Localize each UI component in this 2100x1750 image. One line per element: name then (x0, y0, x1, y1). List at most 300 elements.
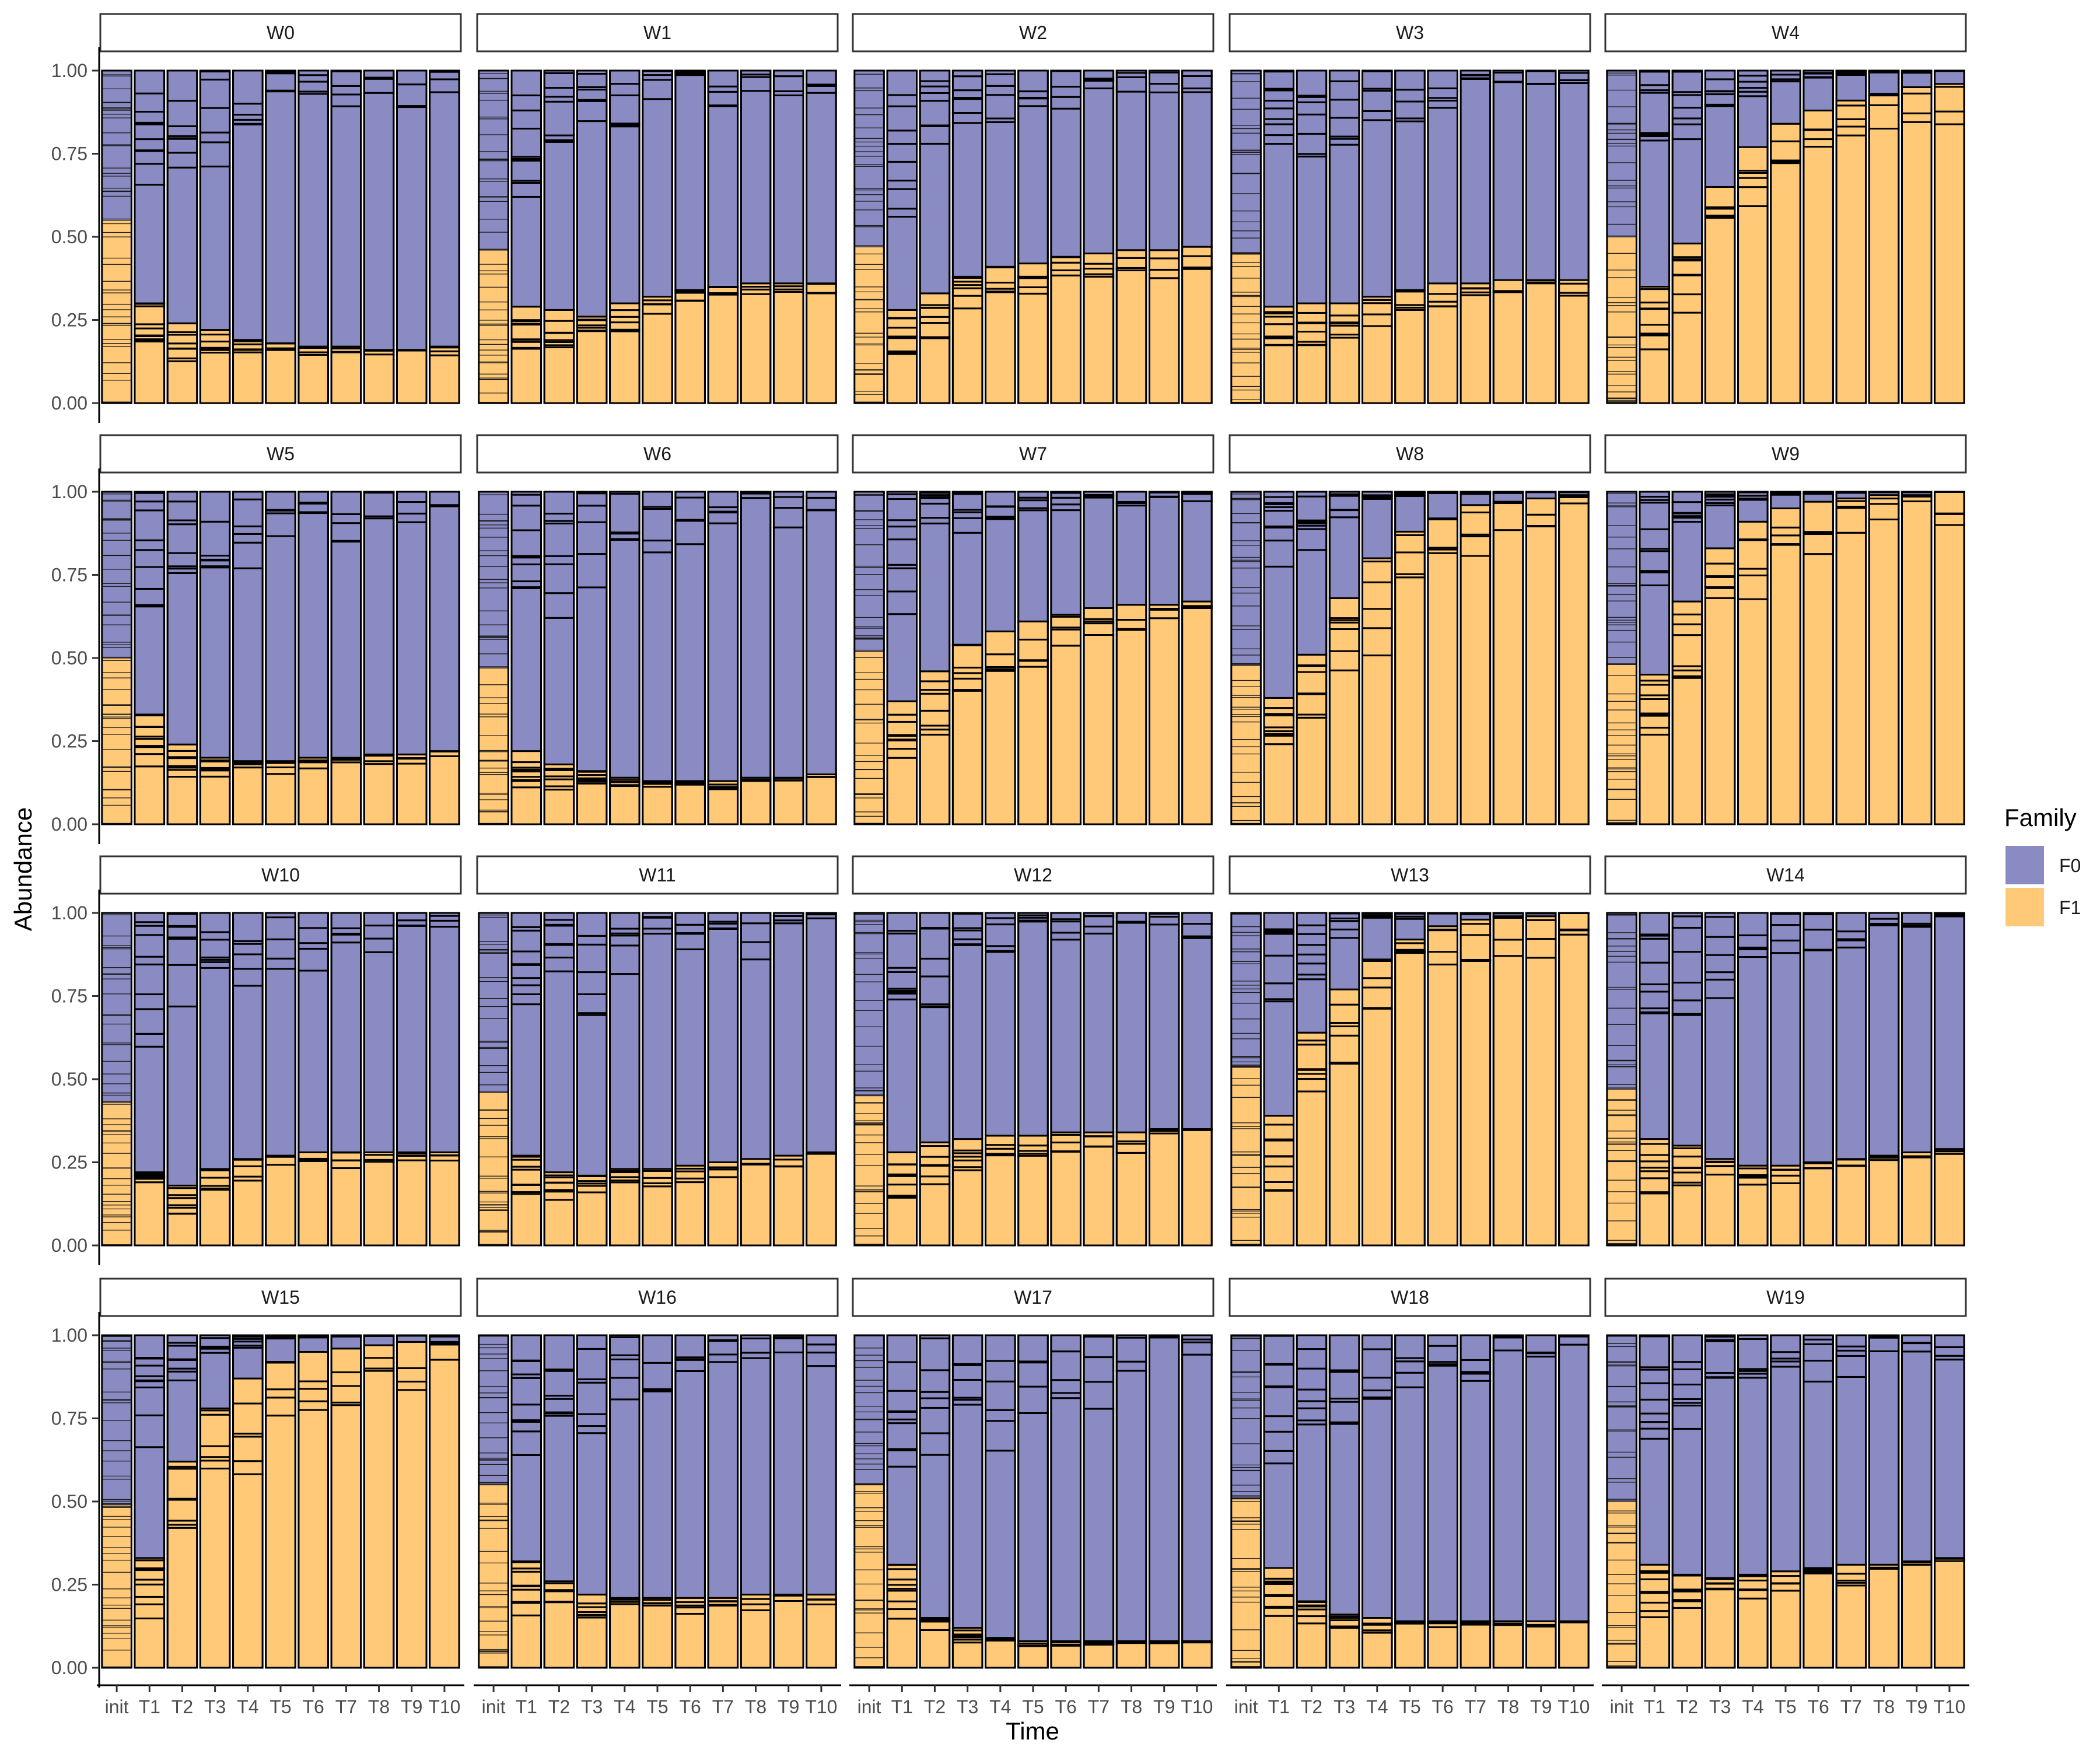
bar-segment-f1 (807, 1604, 836, 1668)
bar-segment-f1 (364, 355, 394, 403)
bar-segment-f1 (855, 673, 884, 679)
bar-segment-f1 (1264, 736, 1294, 744)
bar-segment-f0 (1019, 492, 1048, 498)
bar-segment-f0 (855, 934, 884, 953)
bar-segment-f0 (1231, 927, 1261, 933)
bar-segment-f0 (1607, 1045, 1637, 1060)
bar-segment-f0 (102, 191, 132, 196)
bar-segment-f0 (397, 71, 426, 85)
bar-segment-f1 (1640, 1194, 1670, 1245)
bar-segment-f1 (479, 326, 509, 340)
stacked-bar (1869, 71, 1899, 403)
bar-segment-f0 (512, 558, 541, 565)
bar-segment-f0 (855, 1027, 884, 1046)
bar-segment-f1 (1526, 526, 1556, 824)
bar-segment-f1 (479, 1583, 509, 1591)
bar-segment-f0 (1329, 921, 1359, 929)
bar-segment-f0 (1182, 1342, 1212, 1354)
bar-segment-f0 (167, 573, 197, 744)
bar-segment-f0 (1363, 1335, 1392, 1349)
bar-segment-f1 (102, 1119, 132, 1125)
bar-segment-f0 (676, 925, 705, 933)
bar-segment-f1 (1297, 345, 1326, 403)
bar-segment-f1 (102, 1104, 132, 1119)
bar-segment-f1 (331, 1386, 361, 1402)
bar-segment-f0 (1231, 1392, 1261, 1399)
bar-segment-f0 (1264, 1451, 1294, 1463)
y-tick-label: 1.00 (51, 902, 88, 923)
bar-segment-f0 (266, 939, 296, 958)
bar-segment-f0 (1231, 985, 1261, 989)
bar-segment-f0 (512, 160, 541, 181)
bar-segment-f0 (577, 994, 607, 1013)
bar-segment-f0 (1231, 1465, 1261, 1467)
bar-segment-f1 (1672, 1591, 1702, 1600)
bar-segment-f1 (479, 374, 509, 378)
bar-segment-f0 (1836, 947, 1866, 1159)
bar-segment-f0 (1640, 1013, 1670, 1139)
bar-segment-f0 (512, 978, 541, 985)
bar-segment-f1 (102, 715, 132, 717)
bar-segment-f1 (1640, 349, 1670, 403)
bar-segment-f0 (544, 523, 574, 556)
bar-segment-f0 (479, 611, 509, 625)
bar-segment-f0 (855, 958, 884, 975)
bar-segment-f1 (855, 690, 884, 704)
bar-segment-f1 (479, 1632, 509, 1635)
bar-segment-f0 (1738, 96, 1768, 147)
bar-segment-f0 (479, 201, 509, 219)
bar-segment-f1 (479, 1232, 509, 1244)
bar-segment-f1 (920, 323, 950, 337)
x-tick-label: T9 (778, 1696, 800, 1717)
stacked-bar (1461, 492, 1490, 824)
bar-segment-f1 (479, 1202, 509, 1204)
bar-segment-f0 (102, 188, 132, 191)
bar-segment-f1 (986, 654, 1016, 667)
stacked-bar (1771, 913, 1801, 1245)
stacked-bar (1640, 913, 1670, 1245)
bar-segment-f0 (855, 590, 884, 596)
y-tick-label: 0.00 (51, 393, 88, 414)
bar-segment-f0 (200, 913, 230, 932)
legend-key-f1 (2006, 888, 2044, 926)
bar-segment-f0 (807, 71, 836, 85)
bar-segment-f0 (135, 550, 164, 567)
bar-segment-f0 (1672, 124, 1702, 139)
bar-segment-f0 (855, 90, 884, 108)
stacked-bar (1019, 913, 1048, 1245)
bar-segment-f1 (1607, 1543, 1637, 1560)
stacked-bar (1640, 71, 1670, 403)
bar-segment-f1 (1329, 622, 1359, 629)
stacked-bar (1836, 1335, 1866, 1668)
bar-segment-f0 (102, 583, 132, 586)
bar-segment-f1 (1771, 1576, 1801, 1583)
bar-segment-f1 (479, 1528, 509, 1551)
x-tick-label: T3 (956, 1696, 979, 1717)
facet-panel (51, 856, 461, 1265)
bar-segment-f0 (397, 107, 426, 350)
bar-segment-f1 (1231, 709, 1261, 715)
bar-segment-f0 (1640, 141, 1670, 287)
bar-segment-f0 (807, 1345, 836, 1353)
bar-segment-f0 (512, 951, 541, 964)
bar-segment-f0 (479, 1398, 509, 1412)
bar-segment-f0 (1559, 73, 1589, 80)
bar-segment-f0 (1672, 1015, 1702, 1146)
x-tick-label: T7 (1464, 1696, 1487, 1717)
bar-segment-f1 (102, 1650, 132, 1667)
bar-segment-f1 (1738, 206, 1768, 403)
bar-segment-f1 (855, 794, 884, 798)
bar-segment-f1 (855, 1647, 884, 1658)
bar-segment-f0 (1836, 1356, 1866, 1377)
bar-segment-f0 (807, 1366, 836, 1595)
bar-segment-f1 (887, 1164, 917, 1174)
bar-segment-f1 (135, 754, 164, 766)
bar-segment-f1 (1297, 1623, 1326, 1668)
bar-segment-f0 (1640, 1438, 1670, 1564)
stacked-bar (1804, 913, 1833, 1245)
bar-segment-f0 (1051, 940, 1081, 1132)
bar-segment-f1 (102, 771, 132, 789)
bar-segment-f1 (920, 1184, 950, 1245)
bar-segment-f1 (1051, 275, 1081, 403)
bar-segment-f1 (1231, 278, 1261, 292)
bar-segment-f0 (102, 76, 132, 89)
x-tick-label: T2 (171, 1696, 194, 1717)
bar-segment-f0 (135, 589, 164, 605)
bar-segment-f1 (1738, 1580, 1768, 1589)
bar-segment-f0 (1182, 913, 1212, 924)
x-tick-label: T2 (923, 1696, 946, 1717)
bar-segment-f1 (1363, 628, 1392, 656)
bar-segment-f1 (266, 1398, 296, 1416)
bar-segment-f0 (102, 1420, 132, 1441)
bar-segment-f0 (1607, 1008, 1637, 1024)
bar-segment-f0 (986, 95, 1016, 118)
bar-segment-f1 (479, 350, 509, 355)
bar-segment-f0 (1461, 1374, 1490, 1381)
bar-segment-f1 (1149, 1643, 1179, 1668)
bar-segment-f1 (200, 1170, 230, 1178)
bar-segment-f0 (741, 1338, 771, 1353)
bar-segment-f0 (1738, 949, 1768, 957)
bar-segment-f1 (1231, 1559, 1261, 1569)
bar-segment-f1 (643, 304, 673, 314)
bar-segment-f1 (1363, 582, 1392, 609)
stacked-bar (807, 71, 836, 403)
stacked-bar (266, 913, 296, 1245)
stacked-bar (807, 913, 836, 1245)
bar-segment-f1 (1607, 1595, 1637, 1613)
bar-segment-f0 (1231, 1492, 1261, 1496)
bar-segment-f1 (855, 769, 884, 778)
bar-segment-f1 (1559, 1622, 1589, 1668)
bar-segment-f0 (200, 568, 230, 758)
bar-segment-f0 (544, 556, 574, 564)
bar-segment-f0 (364, 1336, 394, 1345)
facet-strip-label: W14 (1766, 864, 1805, 886)
bar-segment-f0 (102, 994, 132, 1015)
bar-segment-f1 (1231, 339, 1261, 348)
bar-segment-f0 (643, 509, 673, 540)
bar-segment-f0 (855, 1355, 884, 1360)
x-tick-label: T3 (580, 1696, 603, 1717)
bar-segment-f0 (610, 946, 640, 974)
bar-segment-f1 (102, 768, 132, 772)
bar-segment-f0 (1607, 1336, 1637, 1343)
bar-segment-f0 (266, 92, 296, 344)
bar-segment-f0 (1231, 1058, 1261, 1062)
bar-segment-f1 (102, 734, 132, 750)
bar-segment-f1 (887, 1185, 917, 1196)
bar-segment-f1 (887, 1176, 917, 1184)
bar-segment-f0 (1019, 71, 1048, 92)
bar-segment-f0 (1231, 1373, 1261, 1377)
bar-segment-f1 (200, 1415, 230, 1446)
bar-segment-f1 (299, 1161, 328, 1245)
bar-segment-f0 (1297, 945, 1326, 954)
bar-segment-f1 (887, 318, 917, 328)
bar-segment-f1 (397, 1390, 426, 1668)
stacked-bar (1804, 71, 1833, 403)
bar-segment-f1 (855, 264, 884, 270)
bar-segment-f0 (986, 952, 1016, 1136)
bar-segment-f0 (855, 1000, 884, 1010)
stacked-bar (364, 1335, 394, 1668)
bar-segment-f1 (855, 680, 884, 690)
bar-segment-f1 (233, 1474, 263, 1668)
bar-segment-f1 (102, 293, 132, 304)
stacked-bar (920, 1335, 950, 1668)
bar-segment-f0 (135, 607, 164, 715)
bar-segment-f1 (1363, 978, 1392, 988)
bar-segment-f0 (855, 575, 884, 590)
bar-segment-f0 (774, 95, 803, 283)
bar-segment-f0 (102, 494, 132, 501)
bar-segment-f0 (102, 1350, 132, 1362)
bar-segment-f0 (1231, 1033, 1261, 1038)
bar-segment-f0 (855, 520, 884, 526)
bar-segment-f0 (102, 642, 132, 645)
bar-segment-f0 (855, 1361, 884, 1368)
bar-segment-f0 (577, 554, 607, 587)
bar-segment-f1 (544, 321, 574, 332)
bar-segment-f0 (479, 556, 509, 567)
stacked-bar (1902, 71, 1931, 403)
bar-segment-f0 (479, 514, 509, 521)
bar-segment-f1 (102, 1153, 132, 1168)
bar-segment-f1 (855, 292, 884, 299)
bar-segment-f1 (1116, 1132, 1146, 1141)
bar-segment-f0 (774, 1352, 803, 1594)
bar-segment-f1 (102, 1553, 132, 1560)
bar-segment-f1 (479, 714, 509, 717)
facet-strip-label: W7 (1019, 443, 1047, 464)
bar-segment-f0 (1493, 493, 1523, 502)
bar-segment-f1 (1019, 1646, 1048, 1668)
bar-segment-f1 (643, 1186, 673, 1245)
y-tick-label: 0.75 (51, 985, 88, 1007)
bar-segment-f0 (1705, 1378, 1735, 1578)
bar-segment-f0 (1297, 913, 1326, 925)
bar-segment-f0 (1231, 557, 1261, 560)
bar-segment-f1 (1395, 552, 1425, 574)
bar-segment-f0 (1672, 502, 1702, 513)
bar-segment-f0 (479, 579, 509, 583)
bar-segment-f0 (1607, 107, 1637, 123)
bar-segment-f0 (1607, 631, 1637, 642)
bar-segment-f1 (135, 1597, 164, 1604)
bar-segment-f0 (1869, 72, 1899, 94)
bar-segment-f0 (1264, 1416, 1294, 1432)
stacked-bar (1461, 1335, 1490, 1668)
bar-segment-f1 (1738, 569, 1768, 575)
bar-segment-f0 (887, 209, 917, 217)
bar-segment-f1 (855, 1186, 884, 1190)
bar-segment-f0 (479, 1006, 509, 1019)
bar-segment-f0 (479, 583, 509, 588)
bar-segment-f1 (167, 361, 197, 403)
bar-segment-f0 (708, 929, 738, 1163)
bar-segment-f0 (102, 173, 132, 176)
bar-segment-f0 (1428, 108, 1458, 284)
bar-segment-f1 (102, 673, 132, 678)
bar-segment-f0 (1395, 1387, 1425, 1621)
bar-segment-f0 (544, 945, 574, 958)
bar-segment-f1 (887, 722, 917, 734)
bar-segment-f1 (1231, 323, 1261, 334)
bar-segment-f0 (1297, 1424, 1326, 1601)
bar-segment-f1 (1902, 122, 1931, 403)
bar-segment-f1 (1804, 1573, 1833, 1668)
bar-segment-f0 (479, 1336, 509, 1345)
bar-segment-f0 (855, 88, 884, 91)
bar-segment-f1 (1836, 508, 1866, 533)
facet-panel (474, 1279, 841, 1717)
bar-segment-f1 (610, 786, 640, 824)
x-tick-label: T8 (744, 1696, 767, 1717)
stacked-bar (1672, 1335, 1702, 1668)
bar-segment-f1 (1231, 1499, 1261, 1502)
bar-segment-f0 (1607, 75, 1637, 90)
bar-segment-f1 (1395, 535, 1425, 552)
bar-segment-f1 (512, 1194, 541, 1245)
bar-segment-f1 (887, 1601, 917, 1609)
bar-segment-f1 (299, 768, 328, 824)
bar-segment-f0 (1672, 1369, 1702, 1384)
stacked-bar (1493, 492, 1523, 824)
stacked-bar (577, 1335, 607, 1668)
bar-segment-f0 (1264, 497, 1294, 503)
bar-segment-f1 (479, 768, 509, 773)
bar-segment-f1 (1264, 744, 1294, 824)
bar-segment-f0 (953, 533, 982, 645)
bar-segment-f1 (479, 752, 509, 761)
bar-segment-f1 (233, 1461, 263, 1475)
bar-segment-f1 (1264, 345, 1294, 403)
bar-segment-f1 (708, 789, 738, 824)
bar-segment-f0 (855, 1446, 884, 1454)
stacked-bar (1493, 913, 1523, 1245)
bar-segment-f0 (855, 528, 884, 545)
bar-segment-f1 (512, 1572, 541, 1586)
bar-segment-f1 (1231, 821, 1261, 824)
stacked-bar (986, 1335, 1016, 1668)
bar-segment-f0 (1231, 1039, 1261, 1056)
bar-segment-f0 (920, 1007, 950, 1143)
bar-segment-f1 (479, 1110, 509, 1118)
stacked-bar (1607, 492, 1637, 824)
x-tick-label: T9 (401, 1696, 423, 1717)
bar-segment-f0 (397, 502, 426, 514)
bar-segment-f1 (953, 1170, 982, 1245)
bar-segment-f0 (544, 618, 574, 764)
x-tick-label: T3 (1333, 1696, 1356, 1717)
bar-segment-f0 (299, 971, 328, 1152)
bar-segment-f1 (1559, 935, 1589, 1245)
bar-segment-f0 (1231, 211, 1261, 222)
stacked-bar (331, 71, 361, 403)
x-tick-label: T9 (1906, 1696, 1928, 1717)
bar-segment-f0 (544, 971, 574, 1172)
bar-segment-f0 (1363, 111, 1392, 120)
stacked-bar (512, 913, 541, 1245)
bar-segment-f0 (479, 179, 509, 181)
bar-segment-f0 (135, 493, 164, 502)
bar-segment-f0 (397, 522, 426, 754)
bar-segment-f1 (512, 1185, 541, 1192)
bar-segment-f1 (1182, 1642, 1212, 1668)
stacked-bar (1428, 913, 1458, 1245)
bar-segment-f0 (643, 1335, 673, 1363)
bar-segment-f1 (102, 290, 132, 293)
stacked-bar (855, 1335, 884, 1668)
bar-segment-f0 (512, 1405, 541, 1420)
bar-segment-f0 (266, 513, 296, 536)
bar-segment-f0 (855, 128, 884, 138)
bar-segment-f1 (135, 341, 164, 403)
bar-segment-f1 (135, 739, 164, 746)
bar-segment-f0 (610, 974, 640, 1169)
bar-segment-f1 (479, 685, 509, 698)
bar-segment-f1 (676, 1182, 705, 1245)
bar-segment-f1 (479, 668, 509, 685)
bar-segment-f0 (1297, 134, 1326, 154)
bar-segment-f1 (610, 1182, 640, 1245)
bar-segment-f1 (855, 247, 884, 254)
x-tick-label: T8 (1873, 1696, 1895, 1717)
bar-segment-f0 (479, 1359, 509, 1371)
bar-segment-f0 (920, 1408, 950, 1433)
bar-segment-f1 (430, 756, 460, 824)
bar-segment-f0 (1640, 1422, 1670, 1429)
bar-segment-f1 (953, 1160, 982, 1167)
bar-segment-f1 (643, 787, 673, 824)
bar-segment-f0 (1607, 1402, 1637, 1406)
stacked-bar (1836, 913, 1866, 1245)
bar-segment-f1 (920, 293, 950, 305)
stacked-bar (741, 492, 771, 824)
bar-segment-f1 (544, 1602, 574, 1668)
bar-segment-f0 (855, 1420, 884, 1432)
facet-strip-label: W5 (267, 443, 295, 464)
stacked-bar (1771, 492, 1801, 824)
bar-segment-f0 (102, 1476, 132, 1479)
bar-segment-f0 (855, 195, 884, 201)
